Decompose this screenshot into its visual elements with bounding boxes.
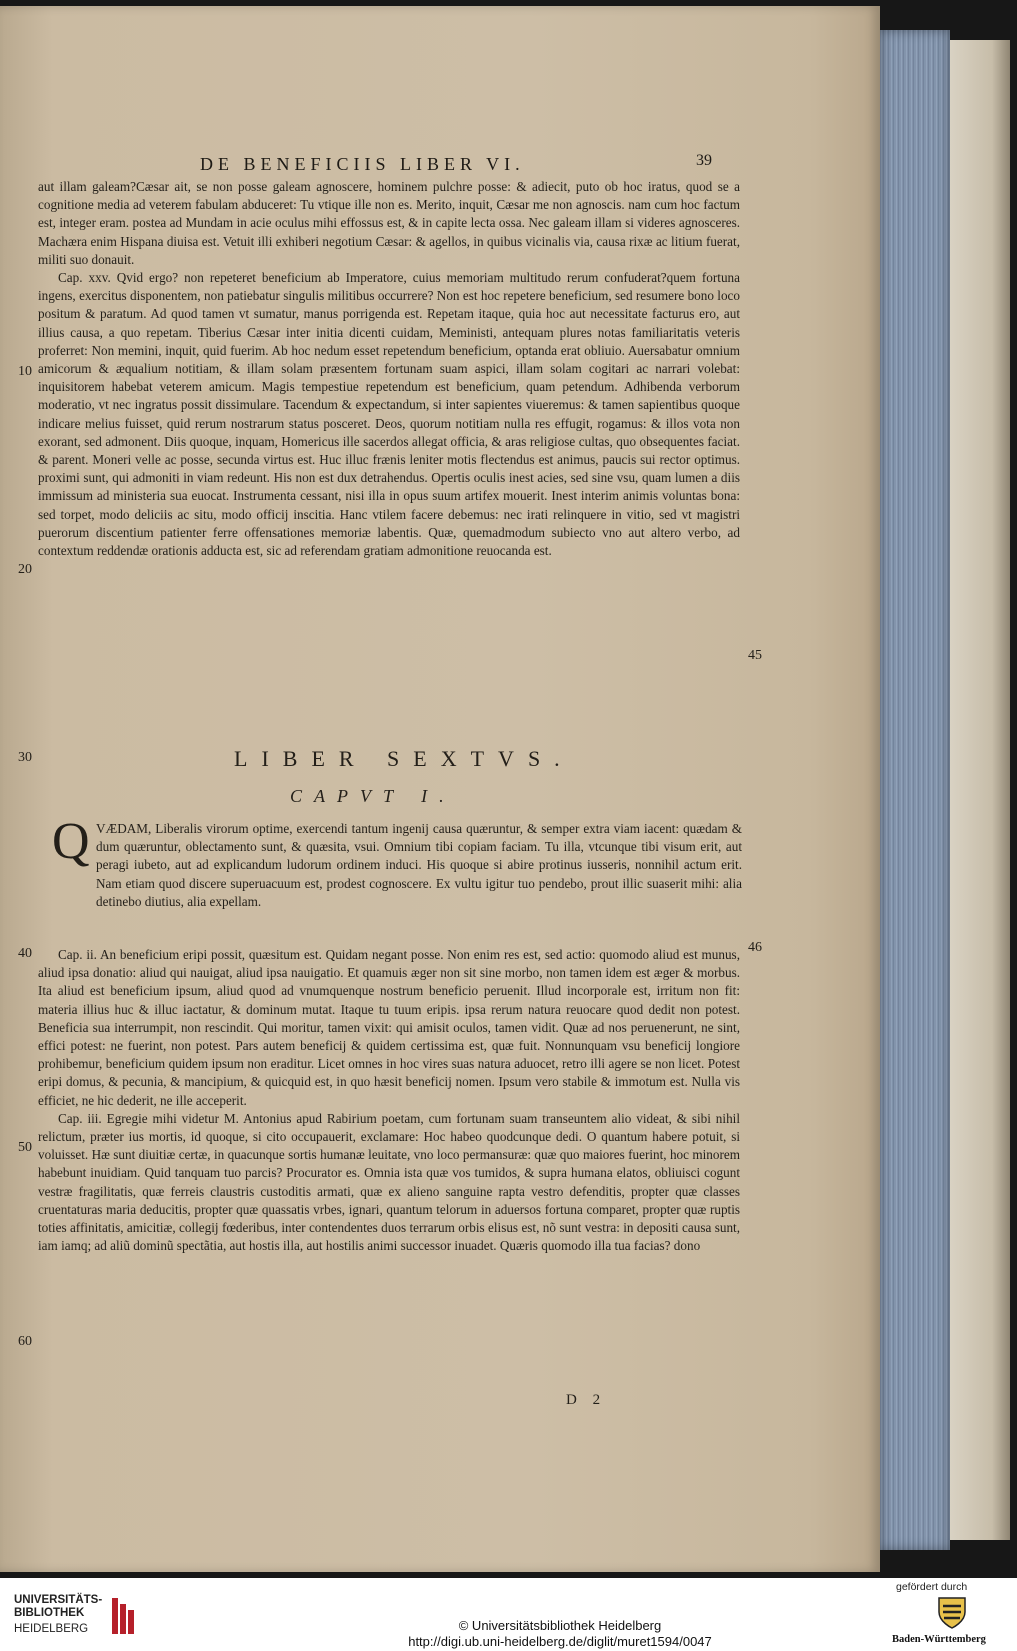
margin-line-number: 60 bbox=[18, 1334, 32, 1349]
library-name: UNIVERSITÄTS- BIBLIOTHEK bbox=[14, 1594, 103, 1619]
book-fore-edge bbox=[880, 30, 950, 1550]
text-block-top bbox=[38, 178, 740, 738]
funding-label: gefördert durch bbox=[896, 1581, 968, 1593]
permalink[interactable]: http://digi.ub.uni-heidelberg.de/diglit/muret1594/0047 bbox=[408, 1634, 712, 1649]
drop-initial: Q bbox=[52, 813, 90, 870]
margin-line-number: 30 bbox=[18, 750, 32, 765]
margin-line-number: 50 bbox=[18, 1140, 32, 1155]
running-head: DE BENEFICIIS LIBER VI. bbox=[200, 154, 525, 174]
viewer-footer bbox=[0, 1578, 1017, 1651]
paragraph: aut illam galeam?Cæsar ait, se non posse galeam agnoscere, hominem pulchre posse: & adiecit, puto ob hoc iratus, quod se a cognitione media ad veterem fabulam abduceret: Tu vtique ille non es. Merito, inquit, Cæsar me non agnoscis. nam cum hoc factum est, integer eram. postea ad Mundam in acie oculus mihi effossus est, & in capite lecta ossa. Nec galeam illam si videres agnosceres. Machæra enim Hispana diuisa est. Vetuit illi exhiberi negotium Cæsar: & agellos, in quibus vicinalis via, causa rixæ ac litium fuerat, militi suo donauit. bbox=[38, 179, 740, 267]
paragraph: Cap. iii. Egregie mihi videtur M. Antonius apud Rabirium poetam, cum fortunam suam transeuntem alio videat, & sibi nihil relictum, præter ius mortis, id quoque, si cito occupauerit, exclamare: Hoc habeo quodcunque dedi. O quantum habere potuit, si voluisset. Hæ sunt diuitiæ certæ, in quacunque sortis humanæ leuitate, vno loco permansuræ: quæ quo maiores fuerint, hoc minorem habebunt inuidiam. Quid tanquam tuo parcis? Procurator es. Omnia ista quæ vos tumidos, & supra humana elatos, obliuisci cogunt vestræ fragilitatis, quæ ferreis claustris custoditis armati, quæ ex alieno sanguine rapta vestro defenditis, propter quæ classes cruentaturas maria deducitis, propter quæ quassatis vrbes, ignari, quantum telorum in aduersos fortuna comparet, propter quæ ruptis toties affinitatis, amicitiæ, collegij fœderibus, inter contendentes duos terrarum orbis elisus est, nõ sunt vestra: in depositi causa sunt, iam iamq; ad aliũ dominũ spectãtia, aut hostis illa, aut hostilis animi successor inuadet. Quæris quomodo illa tua facias? dono bbox=[38, 1110, 740, 1254]
library-city: HEIDELBERG bbox=[14, 1623, 89, 1635]
signature-mark: D 2 bbox=[566, 1392, 607, 1408]
copyright-notice: © Universitätsbibliothek Heidelberg bbox=[458, 1618, 662, 1633]
margin-line-number: 20 bbox=[18, 562, 32, 577]
paragraph: Cap. ii. An beneficium eripi possit, quæsitum est. Quidam negant posse. Non enim res est, sed actio: quomodo aliud est munus, aliud ipsa donatio: aliud qui nauigat, aliud ipsa nauigatio. Et quamuis æger non sit sine morbo, non tamen idem est æger & morbus. Ita aliud est beneficium ipsum, aliud quod ad vnumquenque nostrum beneficio peruenit. Illud incorporale est, irritum non fit: materia illius huc & illuc iactatur, & dominum mutat. Itaque tu tuum eripis. ipsa rerum natura reuocare quod dedit non potest. Beneficia sua interrumpit, non rescindit. Qui moritur, tamen vixit: qui amisit oculos, tamen vidit. Quæ ad nos peruenerunt, ne sint, effici potest: ne fuerint, non potest. Pars autem beneficij & quidem certissima est, quæ fuit. Nonnunquam vsu beneficij longiore prohibemur, beneficium quidem ipsum non eraditur. Licet omnes in hoc vires suas natura aduocet, retro illi agere se non licet. Potest eripi domus, & pecunia, & mancipium, & quicquid est, in quo hæsit beneficij nomen. Ipsum vero stabile & immotum est. Nulla vis efficiet, ne hic dederit, ne ille acceperit. bbox=[38, 947, 740, 1108]
margin-line-number: 40 bbox=[18, 946, 32, 961]
paragraph: VÆDAM, Liberalis virorum optime, exercendi tantum ingenij causa quæruntur, & semper extra viam iacent: quædam & dum quæruntur, oblectamento sunt, & quæsita, vsui. Omnium tibi copiam faciam. Tu illa, vtcunque tibi visum erit, aut peragi iubeto, aut ad explicandum ludorum ordinem induci. His quoque si abire protinus iusseris, nonnihil actum erit. Nam etiam quod discere superuacuum est, prodest cognoscere. Ex vultu igitur tuo pendebo, prout illic suaserit mihi: alia detinebo diutius, alia expellam. bbox=[96, 821, 742, 909]
margin-line-number: 45 bbox=[748, 648, 762, 663]
page bbox=[0, 6, 880, 1572]
margin-line-number: 10 bbox=[18, 364, 32, 379]
text-block-opening bbox=[96, 820, 742, 950]
chapter-heading: CAPVT I. bbox=[290, 786, 456, 806]
text-block-bottom bbox=[38, 946, 740, 1386]
paragraph: Cap. xxv. Qvid ergo? non repeteret beneficium ab Imperatore, cuius memoriam multitudo rerum confuderat?quem fortuna ingens, exercitus disponentem, non patiebatur singulis militibus occurrere? Non est hoc repetere beneficium, sed resumere bono loco positum & paratum. Ad quod tamen vt sumatur, manus porrigenda est. Repetam itaque, quia hoc aut necessitate facturus ero, aut illius causa, a quo repetam. Tiberius Cæsar inter initia dicenti cuidam, Meministi, antequam plures notas familiaritatis veteris proferret: Non memini, inquit, quid fuerim. Ab hoc nedum esset repetendum beneficium, optanda erat obliuio. Auersabatur omnium amicorum & æqualium notitiam, & illam solam præsentem fortunam suam aspici, illam solam cogitari ac narrari volebat: inquisitorem habebat veterem amicum. Magis tempestiue repetendum est beneficium, quam petendum. Adhibenda verborum moderatio, vt nec ingratus possit dissimulare. Tacendum & expectandum, si inter sapientes viueremus: & tamen sapientibus quoque indicare melius fuisset, quid rerum nostrarum status posceret. Deos, quorum notitiam nulla res effugit, rogamus: & illos vota non exorant, sed admonent. Diis quoque, inquam, Homericus ille sacerdos allegat officia, & aras religiose cultas, quo obsequentes faciat. & parent. Moneri velle ac posse, secunda virtus est. Huc illuc frænis leniter motis flectendus est animus, paucis sui rector optimus. proximi sunt, qui admoniti in viam redeunt. His non est dux detrahendus. Opertis oculis inest acies, sed sine vsu, quam lumen a diis immissum ad ministeria sua euocat. Instrumenta cessant, nisi illa in opus suum artifex mouerit. Inest interim animis voluntas bona: sed torpet, modo deliciis ac situ, modo officij inscitia. Hanc vtilem facere debemus: nec irati relinquere in vitio, sed vt magistri puerorum discentium patienter ferre offensationes memoriæ labentis. Quæ, quemadmodum subiecto vno aut altero verbo, ad contextum reddendæ orationis adducta est, sic ad referendam gratiam admonitione reuocanda est. bbox=[38, 270, 740, 559]
coat-of-arms-icon bbox=[935, 1594, 969, 1630]
folio-number: 39 bbox=[696, 152, 712, 169]
book-heading: LIBER SEXTVS. bbox=[234, 746, 574, 771]
book-cover-edge bbox=[950, 40, 1010, 1540]
margin-line-number: 46 bbox=[748, 940, 762, 955]
funder-name: Baden-Württemberg bbox=[892, 1634, 986, 1645]
